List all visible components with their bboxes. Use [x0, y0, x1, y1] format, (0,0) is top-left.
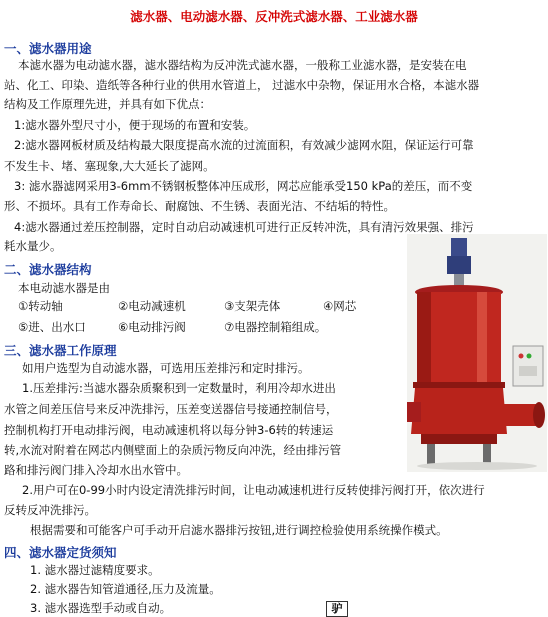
paragraph-line: 路和排污阀门排入冷却水出水管中。 [4, 463, 188, 477]
part-item: ⑥电动排污阀 [118, 320, 186, 334]
paragraph-line: 本滤水器为电动滤水器，滤水器结构为反冲洗式滤水器，一般称工业滤水器，是安装在电 [18, 58, 467, 72]
section-heading-structure: 二、滤水器结构 [4, 262, 92, 277]
paragraph-line: 3: 滤水器滤网采用3-6mm不锈钢板整体冲压成形，网芯应能承受150 kPa的差压，而不变 [14, 179, 473, 193]
list-item: 1. 滤水器过滤精度要求。 [30, 563, 160, 577]
water-filter-photo [407, 234, 547, 472]
paragraph-line: 耗水量少。 [4, 239, 62, 253]
paragraph-line: 2:滤水器网板材质及结构最大限度提高水流的过流面积，有效减少滤网水阻，保证运行可靠 [14, 138, 474, 152]
section-heading-ordering: 四、滤水器定货须知 [4, 545, 117, 560]
paragraph-line: 根据需要和可能客户可手动开启滤水器排污按钮,进行调控检验使用系统操作模式。 [30, 523, 448, 537]
paragraph-line: 反转反冲洗排污。 [4, 503, 96, 517]
part-item: ⑤进、出水口 [18, 320, 86, 334]
paragraph-line: 水管之间差压信号来反冲洗排污，压差变送器信号接通控制信号， [4, 402, 338, 416]
list-item: 2. 滤水器告知管道通径,压力及流量。 [30, 582, 221, 596]
part-item: ⑦电器控制箱组成。 [224, 320, 327, 334]
paragraph-line: 4:滤水器通过差压控制器，定时自动启动减速机可进行正反转冲洗，具有清污效果强、排污 [14, 220, 474, 234]
paragraph-line: 1.压差排污:当滤水器杂质聚积到一定数量时，利用冷却水进出 [22, 381, 336, 395]
structure-intro: 本电动滤水器是由 [18, 281, 110, 295]
section-heading-principle: 三、滤水器工作原理 [4, 343, 117, 358]
paragraph-line: 转,水流对附着在网芯内侧壁面上的杂质污物反向冲洗，经由排污管 [4, 443, 342, 457]
paragraph-line: 2.用户可在0-99小时内设定清洗排污时间，让电动减速机进行反转使排污阀打开，依次进行 [22, 483, 485, 497]
part-item: ②电动减速机 [118, 299, 186, 313]
section-heading-purpose: 一、滤水器用途 [4, 41, 92, 56]
paragraph-line: 不发生卡、堵、塞现象,大大延长了滤网。 [4, 159, 215, 173]
page-title: 滤水器、电动滤水器、反冲洗式滤水器、工业滤水器 [130, 9, 418, 24]
list-item: 3. 滤水器选型手动或自动。 [30, 601, 172, 615]
paragraph-line: 如用户选型为自动滤水器，可选用压差排污和定时排污。 [22, 361, 310, 375]
paragraph-line: 1:滤水器外型尺寸小，便于现场的布置和安装。 [14, 118, 256, 132]
part-item: ①转动轴 [18, 299, 63, 313]
paragraph-line: 结构及工作原理先进，并具有如下优点： [4, 97, 211, 111]
part-item: ③支架壳体 [224, 299, 281, 313]
paragraph-line: 形、不损坏。具有工作寿命长、耐腐蚀、不生锈、表面光洁、不结垢的特性。 [4, 199, 395, 213]
seal-badge: 驴 [326, 601, 348, 617]
paragraph-line: 控制机构打开电动排污阀，电动减速机将以每分钟3-6转的转速运 [4, 423, 334, 437]
paragraph-line: 站、化工、印染、造纸等各种行业的供用水管道上， 过滤水中杂物，保证用水合格，本滤水器 [4, 78, 480, 92]
part-item: ④网芯 [323, 299, 357, 313]
